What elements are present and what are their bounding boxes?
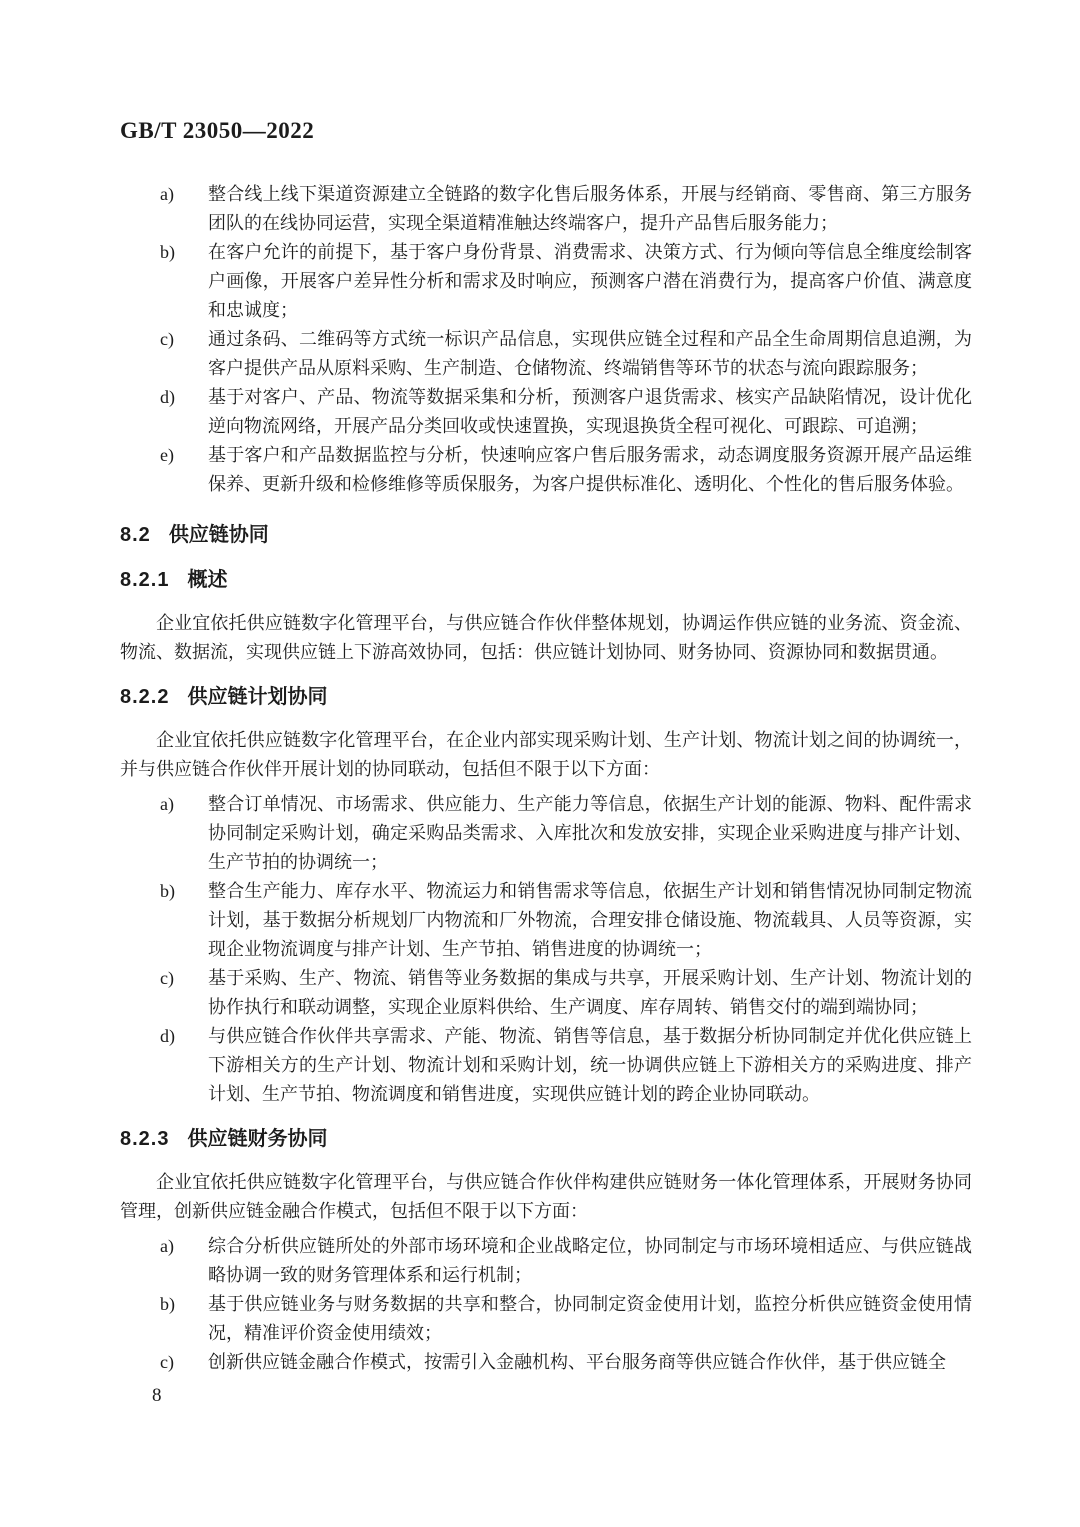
list-item [120,1290,972,1348]
list-item [120,238,972,325]
section-8-2-2-paragraph: 企业宜依托供应链数字化管理平台，在企业内部实现采购计划、生产计划、物流计划之间的协调统一，并与供应链合作伙伴开展计划的协同联动，包括但不限于以下方面： [120,730,972,779]
list-item-text: 通过条码、二维码等方式统一标识产品信息，实现供应链全过程和产品全生命周期信息追溯，为客户提供产品从原料采购、生产制造、仓储物流、终端销售等环节的状态与流向跟踪服务； [208,329,972,378]
section-title: 概述 [187,569,228,591]
list-item-text: 在客户允许的前提下，基于客户身份背景、消费需求、决策方式、行为倾向等信息全维度绘制客户画像，开展客户差异性分析和需求及时响应，预测客户潜在消费行为，提高客户价值、满意度和忠诚度； [208,242,972,320]
section-title: 供应链协同 [168,524,269,546]
section-number: 8.2.3 [120,1128,170,1150]
list-item-label: a) [160,794,174,814]
list-item-label: d) [160,1026,175,1046]
list-item-text: 整合线上线下渠道资源建立全链路的数字化售后服务体系，开展与经销商、零售商、第三方服务团队的在线协同运营，实现全渠道精准触达终端客户，提升产品售后服务能力； [208,184,972,233]
section-8-2-1-heading [120,566,972,595]
list-item [120,877,972,964]
section-title: 供应链财务协同 [187,1128,328,1150]
list-item [120,964,972,1022]
list-item-label: c) [160,1352,174,1372]
supply-chain-finance-list [120,1232,972,1377]
list-item-text: 与供应链合作伙伴共享需求、产能、物流、销售等信息，基于数据分析协同制定并优化供应链上下游相关方的生产计划、物流计划和采购计划，统一协调供应链上下游相关方的采购进度、排产计划、生产节拍、物流调度和销售进度，实现供应链计划的跨企业协同联动。 [208,1026,972,1104]
list-item-text: 基于供应链业务与财务数据的共享和整合，协同制定资金使用计划，监控分析供应链资金使用情况，精准评价资金使用绩效； [208,1294,972,1343]
document-code: GB/T 23050—2022 [120,118,315,143]
section-8-2-1-paragraph: 企业宜依托供应链数字化管理平台，与供应链合作伙伴整体规划，协调运作供应链的业务流、资金流、物流、数据流，实现供应链上下游高效协同，包括：供应链计划协同、财务协同、资源协同和数据贯通。 [120,613,972,662]
list-item [120,790,972,877]
section-8-2-3-paragraph: 企业宜依托供应链数字化管理平台，与供应链合作伙伴构建供应链财务一体化管理体系，开展财务协同管理，创新供应链金融合作模式，包括但不限于以下方面： [120,1172,972,1221]
list-item-label: b) [160,1294,175,1314]
list-item-text: 基于客户和产品数据监控与分析，快速响应客户售后服务需求，动态调度服务资源开展产品运维保养、更新升级和检修维修等质保服务，为客户提供标准化、透明化、个性化的售后服务体验。 [208,445,972,494]
list-item-label: b) [160,881,175,901]
page-number: 8 [152,1385,162,1406]
section-number: 8.2.1 [120,569,170,591]
list-item [120,325,972,383]
list-item-label: c) [160,968,174,988]
section-8-2-3-heading [120,1125,972,1154]
section-8-2-heading [120,521,972,550]
list-item [120,441,972,499]
list-item-label: e) [160,445,174,465]
list-item-label: d) [160,387,175,407]
section-number: 8.2.2 [120,686,170,708]
list-item [120,1348,972,1377]
list-item-text: 综合分析供应链所处的外部市场环境和企业战略定位，协同制定与市场环境相适应、与供应链战略协调一致的财务管理体系和运行机制； [208,1236,972,1285]
list-item-label: a) [160,1236,174,1256]
list-item [120,383,972,441]
list-item-text: 整合订单情况、市场需求、供应能力、生产能力等信息，依据生产计划的能源、物料、配件需求协同制定采购计划，确定采购品类需求、入库批次和发放安排，实现企业采购进度与排产计划、生产节拍的协调统一； [208,794,972,872]
list-item-label: b) [160,242,175,262]
list-item-text: 基于采购、生产、物流、销售等业务数据的集成与共享，开展采购计划、生产计划、物流计划的协作执行和联动调整，实现企业原料供给、生产调度、库存周转、销售交付的端到端协同； [208,968,972,1017]
list-item-text: 基于对客户、产品、物流等数据采集和分析，预测客户退货需求、核实产品缺陷情况，设计优化逆向物流网络，开展产品分类回收或快速置换，实现退换货全程可视化、可跟踪、可追溯； [208,387,972,436]
after-sales-service-list [120,180,972,499]
list-item-text: 整合生产能力、库存水平、物流运力和销售需求等信息，依据生产计划和销售情况协同制定物流计划，基于数据分析规划厂内物流和厂外物流，合理安排仓储设施、物流载具、人员等资源，实现企业物流调度与排产计划、生产节拍、销售进度的协调统一； [208,881,972,959]
list-item-label: c) [160,329,174,349]
list-item-label: a) [160,184,174,204]
list-item [120,180,972,238]
list-item-text: 创新供应链金融合作模式，按需引入金融机构、平台服务商等供应链合作伙伴，基于供应链全 [208,1352,946,1372]
section-title: 供应链计划协同 [187,686,328,708]
list-item [120,1022,972,1109]
section-8-2-2-heading [120,683,972,712]
section-number: 8.2 [120,524,151,546]
list-item [120,1232,972,1290]
supply-chain-plan-list [120,790,972,1109]
